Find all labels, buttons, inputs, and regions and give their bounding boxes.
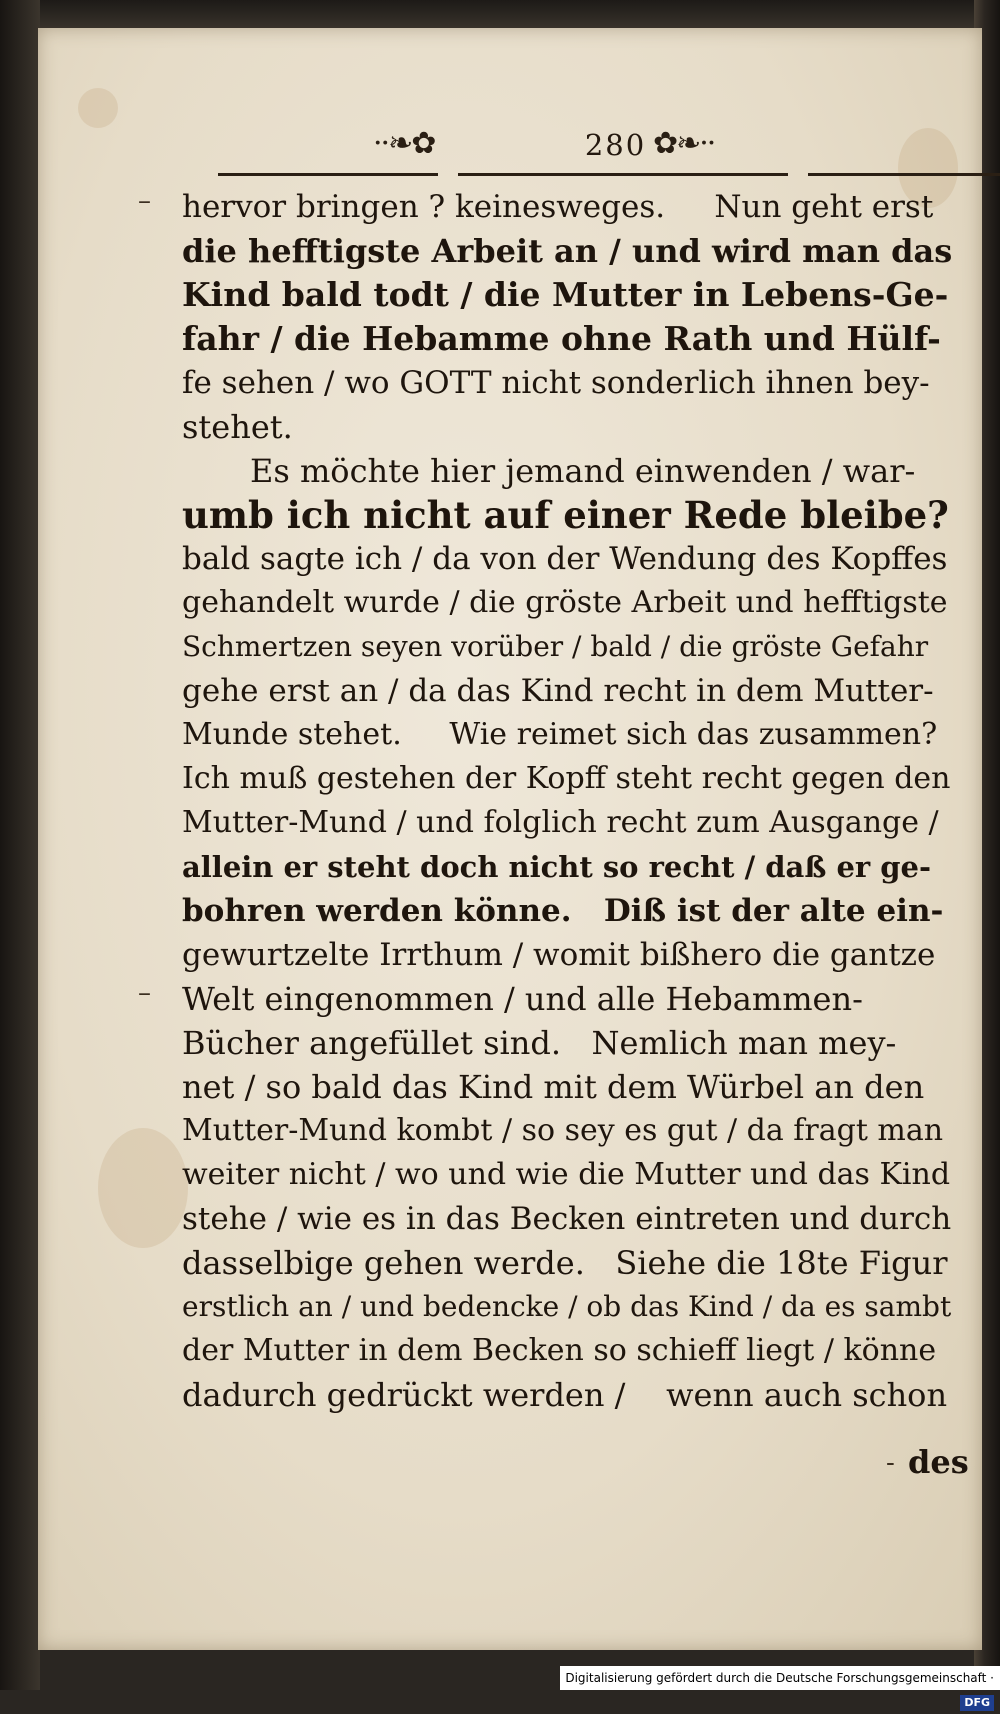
text-line: allein er steht doch nicht so recht / daß er ge- xyxy=(182,850,932,884)
text-line: Munde stehet. Wie reimet sich das zusammen? xyxy=(182,717,938,752)
text-line: fe sehen / wo GOTT nicht sonderlich ihnen bey- xyxy=(182,365,930,401)
book-edge-left xyxy=(0,0,40,1690)
text-line: stehe / wie es in das Becken eintreten und durch xyxy=(182,1201,952,1237)
ornament-right-icon: ✿❧·· xyxy=(653,126,715,161)
catchword: des xyxy=(908,1443,969,1481)
text-line: bohren werden könne. Diß ist der alte ein- xyxy=(182,893,944,929)
text-line: dadurch gedrückt werden / wenn auch schon xyxy=(182,1376,948,1414)
dfg-logo[interactable]: DFG xyxy=(960,1695,994,1711)
footer-text: Digitalisierung gefördert durch die Deutsche Forschungsgemeinschaft · xyxy=(565,1671,994,1685)
text-line: fahr / die Hebamme ohne Rath und Hülf- xyxy=(182,319,941,358)
text-line: Schmertzen seyen vorüber / bald / die gröste Gefahr xyxy=(182,630,929,663)
text-line: der Mutter in dem Becken so schieff liegt / könne xyxy=(182,1333,937,1368)
body-text xyxy=(182,185,952,1417)
text-line: erstlich an / und bedencke / ob das Kind / da es sambt xyxy=(182,1290,952,1323)
text-line: bald sagte ich / da von der Wendung des Kopffes xyxy=(182,541,948,577)
paper-stain xyxy=(78,88,118,128)
text-line: stehet. xyxy=(182,408,293,446)
text-line: weiter nicht / wo und wie die Mutter und das Kind xyxy=(182,1157,951,1192)
book-edge-top xyxy=(0,0,1000,30)
text-line: gehandelt wurde / die gröste Arbeit und hefftigste xyxy=(182,585,948,620)
paper-stain xyxy=(98,1128,188,1248)
header-rule xyxy=(218,173,438,176)
text-line: Kind bald todt / die Mutter in Lebens-Ge- xyxy=(182,275,949,314)
ornament-left-icon: ··❧✿ xyxy=(373,126,435,161)
header-rule xyxy=(458,173,788,176)
margin-mark: – xyxy=(138,978,151,1008)
text-line: Ich muß gestehen der Kopff steht recht gegen den xyxy=(182,761,951,796)
text-line: net / so bald das Kind mit dem Würbel an den xyxy=(182,1068,925,1106)
page-number: 280 xyxy=(584,128,647,162)
text-line: Es möchte hier jemand einwenden / war- xyxy=(250,452,916,490)
text-line: Mutter-Mund kombt / so sey es gut / da fragt man xyxy=(182,1113,944,1148)
text-line: dasselbige gehen werde. Siehe die 18te Figur xyxy=(182,1244,948,1282)
margin-mark: – xyxy=(138,186,151,216)
text-line: gewurtzelte Irrthum / womit bißhero die gantze xyxy=(182,937,936,973)
text-line: Welt eingenommen / und alle Hebammen- xyxy=(182,980,863,1018)
digitization-footer xyxy=(560,1666,1000,1709)
text-line: die hefftigste Arbeit an / und wird man das xyxy=(182,232,953,270)
text-line: umb ich nicht auf einer Rede bleibe? xyxy=(182,493,949,537)
header-rule xyxy=(808,173,1000,176)
text-line: gehe erst an / da das Kind recht in dem Mutter- xyxy=(182,673,934,709)
text-line: hervor bringen ? keinesweges. Nun geht erst xyxy=(182,189,934,225)
margin-mark: - xyxy=(886,1448,895,1478)
text-line: Mutter-Mund / und folglich recht zum Ausgange / xyxy=(182,805,939,840)
text-line: Bücher angefüllet sind. Nemlich man mey- xyxy=(182,1024,897,1062)
page-header xyxy=(178,108,998,178)
